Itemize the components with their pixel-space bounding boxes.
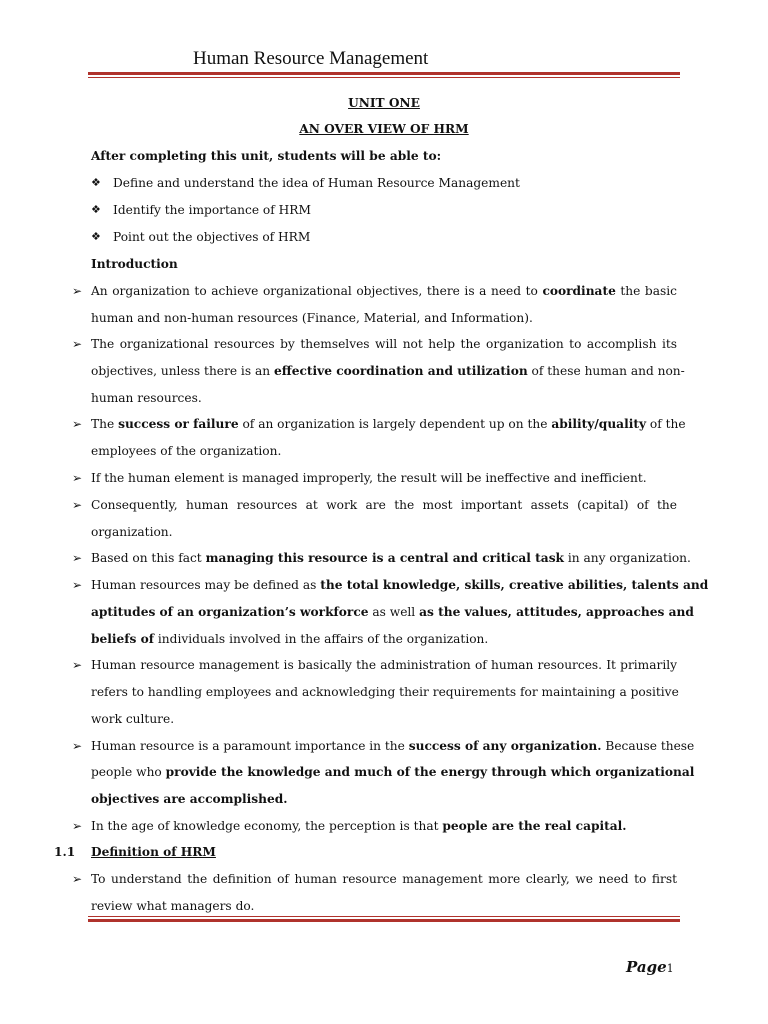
bullet-paragraph-line: ➢ Human resource is a paramount importance in the success of any organization. Because these: [0, 735, 768, 757]
arrow-bullet-icon: ➢: [72, 658, 83, 672]
header-rule: [88, 72, 680, 78]
bullet-paragraph-line: ➢ To understand the definition of human resource management more clearly, we need to first: [0, 868, 768, 890]
paragraph-line: work culture.: [91, 712, 175, 726]
bullet-paragraph-line: ➢ The organizational resources by themselves will not help the organization to accomplish its: [0, 333, 768, 355]
page-label: Page: [626, 958, 667, 976]
paragraph-line: beliefs of individuals involved in the affairs of the organization.: [91, 632, 489, 646]
diamond-bullet-icon: ❖: [91, 230, 101, 243]
arrow-bullet-icon: ➢: [72, 872, 83, 886]
paragraph-line: aptitudes of an organization’s workforce as well as the values, attitudes, approaches and: [91, 605, 694, 619]
arrow-bullet-icon: ➢: [72, 498, 83, 512]
bullet-paragraph-line: ➢ Human resources may be defined as the total knowledge, skills, creative abilities, talents and: [0, 574, 768, 596]
bullet-paragraph-line: ➢ Human resource management is basically the administration of human resources. It primarily: [0, 654, 768, 676]
section-title: Definition of HRM: [91, 845, 216, 859]
footer-rule: [88, 916, 680, 922]
paragraph-line: objectives are accomplished.: [91, 792, 288, 806]
paragraph-line: human resources.: [91, 391, 202, 405]
page-footer: [626, 958, 674, 976]
diamond-bullet-icon: ❖: [91, 176, 101, 189]
arrow-bullet-icon: ➢: [72, 337, 83, 351]
paragraph-line: objectives, unless there is an effective coordination and utilization of these human and non-: [91, 364, 685, 378]
bullet-paragraph-line: ➢ In the age of knowledge economy, the perception is that people are the real capital.: [0, 815, 768, 837]
objective-item: ❖ Point out the objectives of HRM: [0, 226, 768, 248]
arrow-bullet-icon: ➢: [72, 471, 83, 485]
objective-item: ❖ Define and understand the idea of Human Resource Management: [0, 172, 768, 194]
page-number: 1: [666, 962, 674, 975]
bullet-paragraph-line: ➢ Consequently, human resources at work are the most important assets (capital) of the: [0, 494, 768, 516]
paragraph-line: people who provide the knowledge and much of the energy through which organizational: [91, 765, 695, 779]
paragraph-line: human and non-human resources (Finance, Material, and Information).: [91, 311, 533, 325]
arrow-bullet-icon: ➢: [72, 551, 83, 565]
arrow-bullet-icon: ➢: [72, 417, 83, 431]
objectives-heading: After completing this unit, students will be able to:: [91, 149, 442, 163]
bullet-paragraph-line: ➢ An organization to achieve organizational objectives, there is a need to coordinate the basic: [0, 280, 768, 302]
arrow-bullet-icon: ➢: [72, 284, 83, 298]
arrow-bullet-icon: ➢: [72, 819, 83, 833]
objective-item: ❖ Identify the importance of HRM: [0, 199, 768, 221]
paragraph-line: refers to handling employees and acknowledging their requirements for maintaining a positive: [91, 685, 679, 699]
paragraph-line: review what managers do.: [91, 899, 255, 913]
bullet-paragraph-line: ➢ Based on this fact managing this resource is a central and critical task in any organization.: [0, 547, 768, 569]
introduction-heading: Introduction: [91, 257, 178, 271]
section-heading: [0, 841, 768, 863]
unit-number: UNIT ONE: [348, 96, 420, 110]
arrow-bullet-icon: ➢: [72, 739, 83, 753]
arrow-bullet-icon: ➢: [72, 578, 83, 592]
diamond-bullet-icon: ❖: [91, 203, 101, 216]
paragraph-line: employees of the organization.: [91, 444, 282, 458]
bullet-paragraph-line: ➢ If the human element is managed improperly, the result will be ineffective and inefficient.: [0, 467, 768, 489]
bullet-paragraph-line: ➢ The success or failure of an organization is largely dependent up on the ability/quality of the: [0, 413, 768, 435]
page-header-title: Human Resource Management: [193, 48, 429, 69]
section-number: 1.1: [54, 845, 76, 859]
unit-title: AN OVER VIEW OF HRM: [299, 122, 469, 136]
paragraph-line: organization.: [91, 525, 173, 539]
